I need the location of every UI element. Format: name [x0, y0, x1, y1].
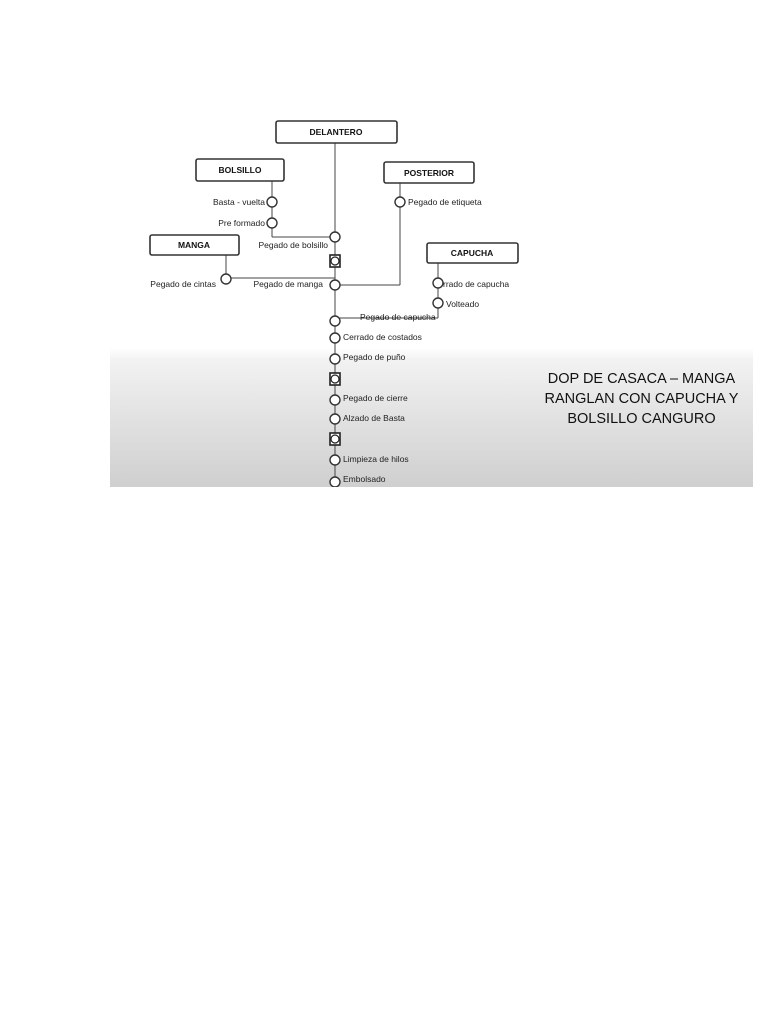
- op-label-embolsado: Embolsado: [343, 474, 386, 484]
- op-circle-pegado-capucha: [330, 316, 340, 326]
- process-flow-diagram: [110, 110, 753, 487]
- op-circle-pegado-bolsillo: [330, 232, 340, 242]
- op-label-pegado-capucha: Pegado de capucha: [360, 312, 436, 322]
- bolsillo-label: BOLSILLO: [218, 165, 262, 175]
- diagram-title: [520, 369, 753, 429]
- op-label-cerrado-costados: Cerrado de costados: [343, 332, 422, 342]
- op-circle-pegado-puno: [330, 354, 340, 364]
- op-label-pegado-cierre: Pegado de cierre: [343, 393, 408, 403]
- op-circle-embolsado: [330, 477, 340, 487]
- op-circle-pre-formado: [267, 218, 277, 228]
- op-label-cerrado-capucha: rrado de capucha: [443, 279, 510, 289]
- op-circle-pegado-cierre: [330, 395, 340, 405]
- delantero-label: DELANTERO: [309, 127, 363, 137]
- op-circle-cerrado-capucha: [433, 278, 443, 288]
- capucha-label: CAPUCHA: [450, 248, 494, 258]
- op-circle-basta-vuelta: [267, 197, 277, 207]
- op-label-limpieza-hilos: Limpieza de hilos: [343, 454, 409, 464]
- title-line-1: DOP DE CASACA – MANGA: [547, 371, 736, 387]
- op-label-pegado-puno: Pegado de puño: [343, 352, 406, 362]
- title-line-2: RANGLAN CON CAPUCHA Y: [544, 391, 739, 407]
- op-label-volteado: Volteado: [446, 299, 480, 309]
- op-label-pegado-bolsillo: Pegado de bolsillo: [258, 240, 328, 250]
- op-label-alzado-basta: Alzado de Basta: [343, 413, 405, 423]
- dop-diagram-image: [110, 110, 753, 487]
- op-circle-alzado-basta: [330, 414, 340, 424]
- title-line-3: BOLSILLO CANGURO: [567, 411, 716, 427]
- op-label-pegado-etiqueta: Pegado de etiqueta: [408, 197, 482, 207]
- op-label-pre-formado: Pre formado: [218, 218, 265, 228]
- op-label-pegado-cintas: Pegado de cintas: [150, 279, 216, 289]
- op-circle-limpieza-hilos: [330, 455, 340, 465]
- op-circle-pegado-cintas: [221, 274, 231, 284]
- op-label-pegado-manga: Pegado de manga: [253, 279, 323, 289]
- manga-label: MANGA: [177, 240, 211, 250]
- op-circle-volteado: [433, 298, 443, 308]
- op-circle-pegado-etiqueta: [395, 197, 405, 207]
- posterior-label: POSTERIOR: [403, 168, 455, 178]
- op-circle-cerrado-costados: [330, 333, 340, 343]
- op-label-basta-vuelta: Basta - vuelta: [213, 197, 265, 207]
- op-circle-pegado-manga: [330, 280, 340, 290]
